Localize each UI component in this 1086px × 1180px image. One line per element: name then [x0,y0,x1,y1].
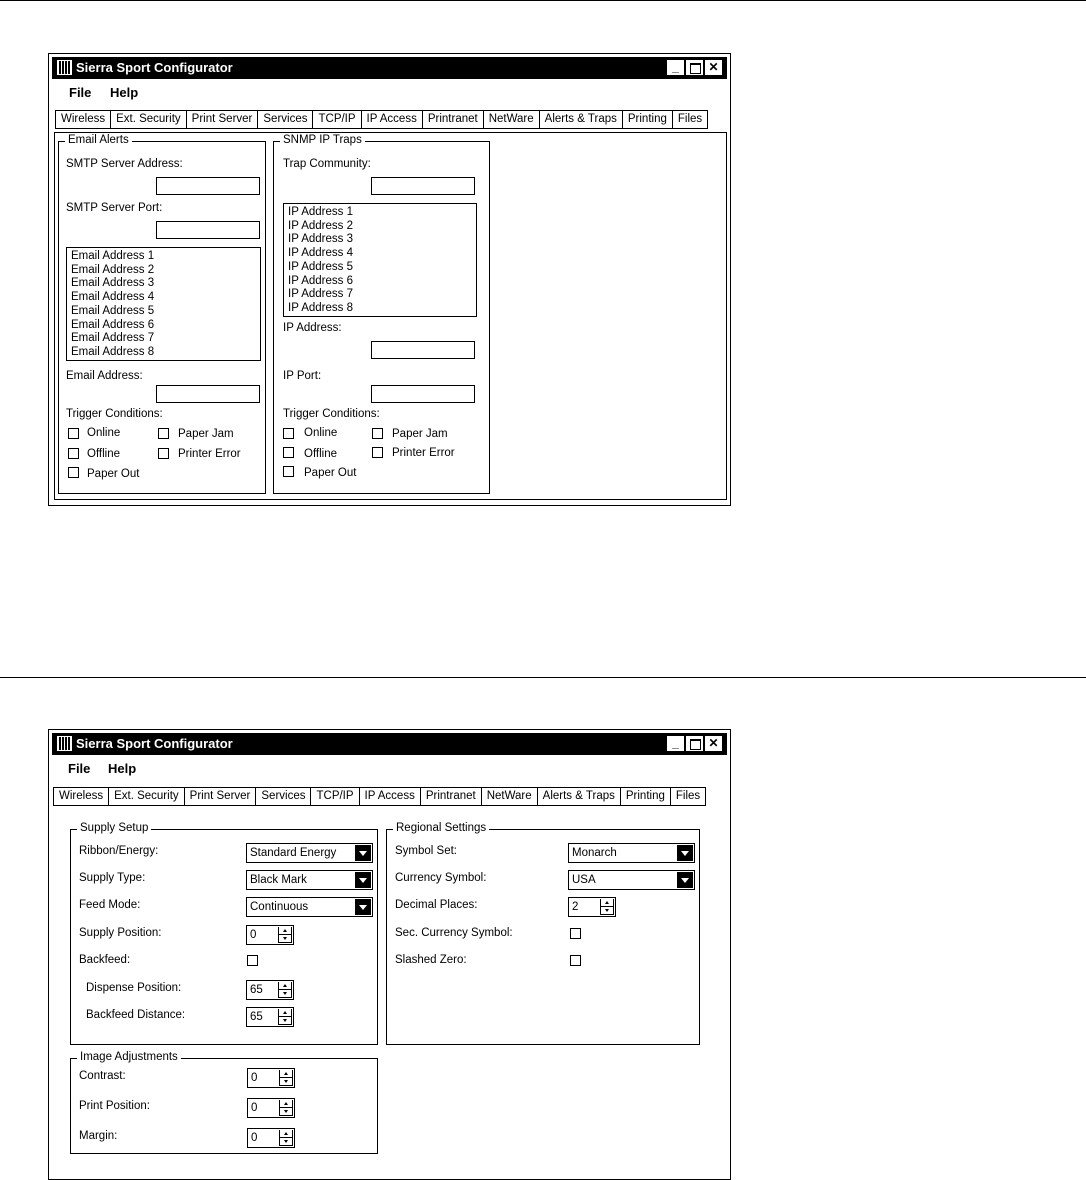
tab-netware[interactable]: NetWare [484,110,540,129]
backfeed-checkbox[interactable] [247,955,258,966]
smtp-port-label: SMTP Server Port: [66,202,163,214]
dispense-position-value: 65 [250,984,263,996]
tab-printranet[interactable]: Printranet [423,110,484,129]
list-item[interactable]: IP Address 1 [288,206,353,218]
chevron-up-icon[interactable] [279,982,291,989]
backfeed-label: Backfeed: [79,954,131,966]
stepper-buttons [278,927,292,943]
decimal-places-value: 2 [572,901,579,913]
contrast-stepper[interactable] [247,1068,295,1088]
print-position-stepper[interactable] [247,1098,295,1118]
email-alerts-title: Email Alerts [65,134,132,146]
title-bar[interactable] [52,733,727,755]
window-title: Sierra Sport Configurator [76,736,233,751]
minimize-button[interactable] [667,60,684,75]
smtp-address-label: SMTP Server Address: [66,158,183,170]
smtp-address-input[interactable] [156,177,260,195]
app-icon [57,60,72,75]
email-alerts-group [58,134,266,494]
snmp-offline-checkbox[interactable] [283,447,294,458]
tab-ext-security[interactable]: Ext. Security [111,110,187,129]
chevron-down-icon[interactable] [677,872,693,888]
page-rule-middle [0,677,1086,678]
currency-symbol-value: USA [572,874,596,886]
stepper-buttons [278,982,292,998]
email-online-checkbox[interactable] [68,428,79,439]
list-item[interactable]: IP Address 3 [288,233,353,246]
tab-printranet[interactable]: Printranet [421,787,482,806]
stepper-buttons [279,1100,293,1116]
margin-value: 0 [251,1132,258,1144]
currency-symbol-select[interactable] [568,870,695,890]
backfeed-distance-label: Backfeed Distance: [86,1009,186,1021]
contrast-label: Contrast: [79,1070,126,1082]
close-icon: ✕ [708,736,719,750]
maximize-button[interactable] [686,60,703,75]
sec-currency-label: Sec. Currency Symbol: [395,927,513,939]
email-paper-out-checkbox[interactable] [68,467,79,478]
menu-help[interactable]: Help [108,761,137,776]
print-position-label: Print Position: [79,1100,150,1112]
email-paper-out-label: Paper Out [87,468,140,480]
tab-printing[interactable]: Printing [621,787,671,806]
margin-label: Margin: [79,1130,118,1142]
trap-community-label: Trap Community: [283,158,371,170]
snmp-paper-jam-checkbox[interactable] [372,428,383,439]
backfeed-distance-stepper[interactable] [246,1007,294,1027]
chevron-up-icon[interactable] [279,927,291,934]
tab-strip [53,787,706,805]
email-offline-checkbox[interactable] [68,448,79,459]
configurator-window-printing [48,729,731,1180]
decimal-places-stepper[interactable] [568,897,616,917]
dispense-position-label: Dispense Position: [86,982,182,994]
list-item[interactable]: Email Address 7 [71,332,155,345]
supply-type-label: Supply Type: [79,872,146,884]
title-bar[interactable] [52,57,727,79]
minimize-icon: _ [672,60,679,74]
chevron-down-icon[interactable] [677,845,693,861]
menu-bar [52,756,727,778]
ip-port-label: IP Port: [283,370,322,382]
email-address-input[interactable] [156,385,260,403]
regional-settings-title: Regional Settings [393,822,489,834]
snmp-paper-out-label: Paper Out [304,467,357,479]
maximize-button[interactable] [686,736,703,751]
email-printer-error-checkbox[interactable] [158,448,169,459]
ribbon-energy-label: Ribbon/Energy: [79,845,159,857]
list-item[interactable]: IP Address 8 [288,301,353,314]
email-trigger-label: Trigger Conditions: [66,408,163,420]
chevron-up-icon[interactable] [601,899,613,906]
minimize-button[interactable] [667,736,684,751]
tab-services[interactable]: Services [256,787,311,806]
snmp-traps-group [273,134,490,494]
chevron-down-icon[interactable] [355,845,371,861]
menu-bar [52,80,727,102]
supply-type-value: Black Mark [250,874,307,886]
image-adjustments-title: Image Adjustments [77,1051,181,1063]
symbol-set-select[interactable] [568,843,695,863]
menu-help[interactable]: Help [110,85,139,100]
supply-setup-title: Supply Setup [77,822,151,834]
margin-stepper[interactable] [247,1128,295,1148]
tab-tcp-ip[interactable]: TCP/IP [311,787,359,806]
supply-position-value: 0 [250,929,257,941]
stepper-buttons [279,1130,293,1146]
email-offline-label: Offline [87,448,121,460]
chevron-up-icon[interactable] [280,1100,292,1107]
smtp-port-input[interactable] [156,221,260,239]
maximize-icon [690,739,701,750]
supply-type-select[interactable] [246,870,373,890]
email-online-label: Online [87,427,121,439]
snmp-printer-error-checkbox[interactable] [372,447,383,458]
tab-printing[interactable]: Printing [623,110,673,129]
chevron-down-icon[interactable] [279,990,291,997]
list-item[interactable]: IP Address 2 [288,219,353,232]
chevron-down-icon[interactable] [280,1138,292,1145]
feed-mode-select[interactable] [246,897,373,917]
snmp-traps-title: SNMP IP Traps [280,134,365,146]
list-item[interactable]: Email Address 2 [71,263,155,276]
slashed-zero-checkbox[interactable] [570,955,581,966]
chevron-up-icon[interactable] [280,1070,292,1077]
snmp-online-label: Online [304,427,338,439]
list-item[interactable]: IP Address 7 [288,288,353,301]
symbol-set-value: Monarch [572,847,617,859]
sec-currency-checkbox[interactable] [570,928,581,939]
chevron-up-icon[interactable] [279,1009,291,1016]
tab-strip [55,110,708,128]
ribbon-energy-value: Standard Energy [250,847,337,859]
list-item[interactable]: IP Address 4 [288,247,353,260]
tab-ip-access[interactable]: IP Access [360,787,421,806]
list-item[interactable]: IP Address 5 [288,260,353,273]
feed-mode-value: Continuous [250,901,309,913]
supply-position-label: Supply Position: [79,927,162,939]
chevron-down-icon[interactable] [279,1017,291,1024]
chevron-up-icon[interactable] [280,1130,292,1137]
ip-address-list[interactable] [283,203,477,317]
app-icon [57,736,72,751]
snmp-printer-error-label: Printer Error [392,447,455,459]
stepper-buttons [279,1070,293,1086]
chevron-down-icon[interactable] [280,1108,292,1115]
decimal-places-label: Decimal Places: [395,899,478,911]
close-button[interactable] [705,736,722,751]
snmp-online-checkbox[interactable] [283,428,294,439]
stepper-buttons [278,1009,292,1025]
list-item[interactable]: Email Address 8 [71,345,155,358]
menu-file[interactable]: File [68,761,91,776]
ip-port-input[interactable] [371,385,475,403]
feed-mode-label: Feed Mode: [79,899,141,911]
backfeed-distance-value: 65 [250,1011,263,1023]
configurator-window-alerts [48,53,731,506]
supply-setup-group [70,822,378,1045]
dispense-position-stepper[interactable] [246,980,294,1000]
tab-services[interactable]: Services [258,110,313,129]
symbol-set-label: Symbol Set: [395,845,457,857]
menu-file[interactable]: File [69,85,92,100]
maximize-icon [690,63,701,74]
snmp-paper-jam-label: Paper Jam [392,428,448,440]
snmp-trigger-label: Trigger Conditions: [283,408,380,420]
tab-tcp-ip[interactable]: TCP/IP [313,110,361,129]
tab-netware[interactable]: NetWare [482,787,538,806]
print-position-value: 0 [251,1102,258,1114]
tab-ip-access[interactable]: IP Access [362,110,423,129]
chevron-down-icon[interactable] [601,907,613,914]
close-button[interactable] [705,60,722,75]
tab-print-server[interactable]: Print Server [185,787,257,806]
list-item[interactable]: Email Address 5 [71,304,155,317]
chevron-down-icon[interactable] [280,1078,292,1085]
stepper-buttons [600,899,614,915]
list-item[interactable]: Email Address 3 [71,277,155,290]
list-item[interactable]: IP Address 6 [288,274,353,287]
close-icon: ✕ [708,60,719,74]
ribbon-energy-select[interactable] [246,843,373,863]
tab-files[interactable]: Files [671,787,706,806]
tab-print-server[interactable]: Print Server [187,110,259,129]
email-printer-error-label: Printer Error [178,448,241,460]
page-rule-top [0,0,1086,1]
snmp-paper-out-checkbox[interactable] [283,466,294,477]
ip-address-label: IP Address: [283,322,342,334]
snmp-offline-label: Offline [304,448,338,460]
tab-ext-security[interactable]: Ext. Security [109,787,185,806]
email-address-list[interactable] [66,247,261,361]
minimize-icon: _ [672,736,679,750]
email-paper-jam-label: Paper Jam [178,428,234,440]
chevron-down-icon[interactable] [355,872,371,888]
tab-alerts-traps[interactable]: Alerts & Traps [538,787,621,806]
contrast-value: 0 [251,1072,258,1084]
trap-community-input[interactable] [371,177,475,195]
email-paper-jam-checkbox[interactable] [158,428,169,439]
list-item[interactable]: Email Address 4 [71,291,155,304]
tab-files[interactable]: Files [673,110,708,129]
list-item[interactable]: Email Address 6 [71,318,155,331]
window-title: Sierra Sport Configurator [76,60,233,75]
slashed-zero-label: Slashed Zero: [395,954,467,966]
tab-alerts-traps[interactable]: Alerts & Traps [540,110,623,129]
chevron-down-icon[interactable] [279,935,291,942]
currency-symbol-label: Currency Symbol: [395,872,487,884]
ip-address-input[interactable] [371,341,475,359]
tab-wireless[interactable]: Wireless [55,110,111,129]
image-adjustments-group [70,1051,378,1154]
chevron-down-icon[interactable] [355,899,371,915]
regional-settings-group [386,822,700,1045]
list-item[interactable]: Email Address 1 [71,250,155,262]
supply-position-stepper[interactable] [246,925,294,945]
email-address-label: Email Address: [66,370,143,382]
tab-wireless[interactable]: Wireless [53,787,109,806]
